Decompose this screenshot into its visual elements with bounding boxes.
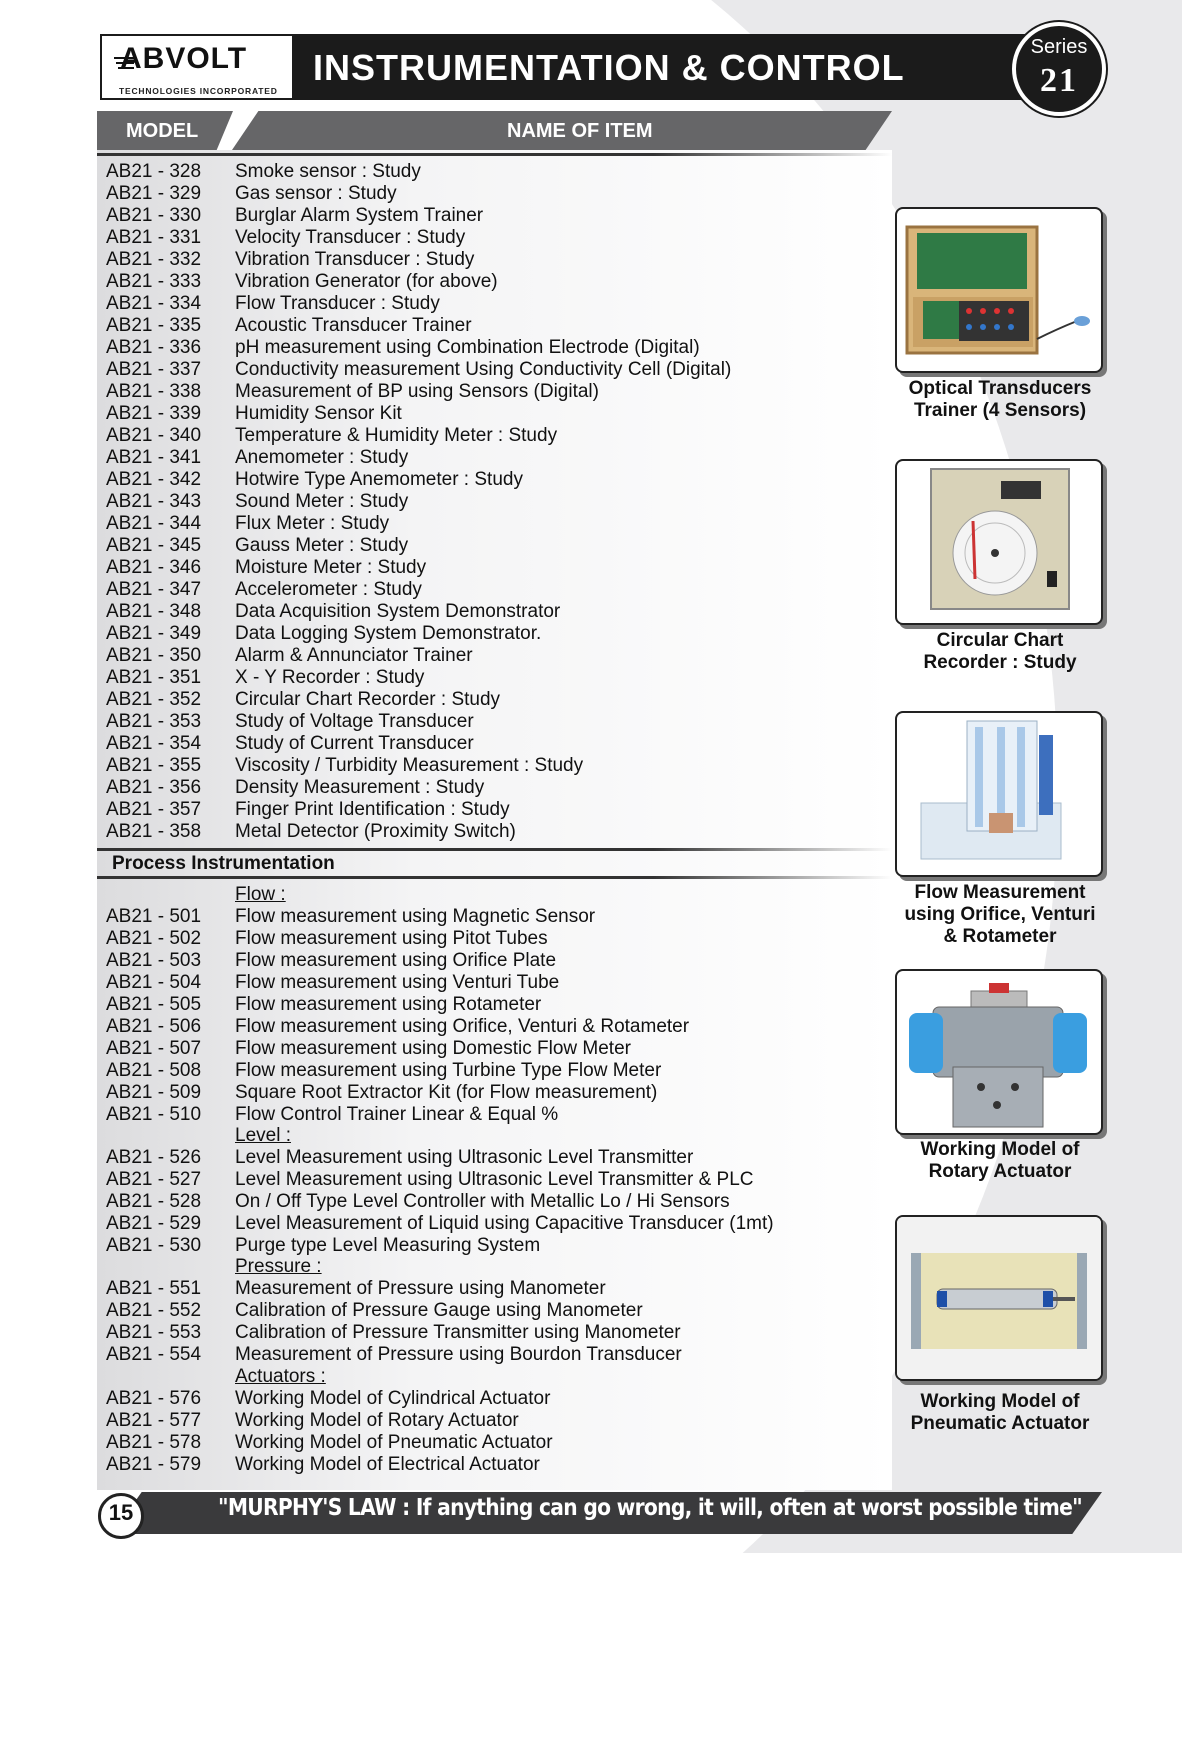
section-divider (97, 848, 892, 851)
model-code: AB21 - 355 (106, 755, 202, 776)
series-number: 21 (1040, 62, 1078, 99)
item-name: Flow measurement using Orifice, Venturi & Rotameter (235, 1016, 690, 1037)
model-code: AB21 - 528 (106, 1191, 202, 1212)
item-name: Working Model of Cylindrical Actuator (235, 1388, 551, 1409)
section-divider (97, 876, 892, 879)
item-name: Flow measurement using Venturi Tube (235, 972, 560, 993)
brand-name: ABVOLT (120, 42, 248, 75)
item-name: Vibration Transducer : Study (235, 249, 475, 270)
model-code: AB21 - 347 (106, 579, 202, 600)
item-name: Flow measurement using Orifice Plate (235, 950, 557, 971)
model-code: AB21 - 504 (106, 972, 202, 993)
item-name: Velocity Transducer : Study (235, 227, 466, 248)
item-name: Sound Meter : Study (235, 491, 409, 512)
model-column-label: MODEL (126, 120, 199, 142)
model-code: AB21 - 342 (106, 469, 202, 490)
model-code: AB21 - 332 (106, 249, 202, 270)
item-name: Level Measurement using Ultrasonic Level Transmitter (235, 1147, 694, 1168)
item-name: Flow measurement using Turbine Type Flow Meter (235, 1060, 662, 1081)
item-name: Working Model of Rotary Actuator (235, 1410, 519, 1431)
item-name: Vibration Generator (for above) (235, 271, 498, 292)
model-code: AB21 - 331 (106, 227, 202, 248)
model-code: AB21 - 530 (106, 1235, 202, 1256)
model-code: AB21 - 503 (106, 950, 202, 971)
item-name: Hotwire Type Anemometer : Study (235, 469, 523, 490)
brand-subtitle: TECHNOLOGIES INCORPORATED (119, 86, 278, 96)
pneumatic-actuator-illustration (897, 1217, 1101, 1379)
model-code: AB21 - 336 (106, 337, 202, 358)
model-code: AB21 - 354 (106, 733, 202, 754)
item-name: Flow measurement using Magnetic Sensor (235, 906, 596, 927)
item-name: Flux Meter : Study (235, 513, 390, 534)
model-code: AB21 - 527 (106, 1169, 202, 1190)
model-code: AB21 - 529 (106, 1213, 202, 1234)
item-name: Metal Detector (Proximity Switch) (235, 821, 516, 842)
item-name: Circular Chart Recorder : Study (235, 689, 501, 710)
model-code: AB21 - 526 (106, 1147, 202, 1168)
item-name: Burglar Alarm System Trainer (235, 205, 484, 226)
actuators-heading: Actuators : (235, 1366, 326, 1387)
item-name: Purge type Level Measuring System (235, 1235, 541, 1256)
model-code: AB21 - 338 (106, 381, 202, 402)
model-code: AB21 - 509 (106, 1082, 202, 1103)
model-code: AB21 - 578 (106, 1432, 202, 1453)
item-name: Calibration of Pressure Gauge using Manometer (235, 1300, 643, 1321)
model-code: AB21 - 508 (106, 1060, 202, 1081)
model-code: AB21 - 334 (106, 293, 202, 314)
rotary-actuator-illustration (897, 971, 1101, 1133)
flow-heading: Flow : (235, 884, 286, 905)
item-name: Moisture Meter : Study (235, 557, 427, 578)
model-code: AB21 - 329 (106, 183, 202, 204)
item-name: Density Measurement : Study (235, 777, 485, 798)
model-code: AB21 - 328 (106, 161, 202, 182)
level-heading: Level : (235, 1125, 291, 1146)
model-code: AB21 - 506 (106, 1016, 202, 1037)
model-code: AB21 - 356 (106, 777, 202, 798)
product-image-rotary-actuator (895, 969, 1103, 1135)
pressure-heading: Pressure : (235, 1256, 322, 1277)
item-name: Flow Transducer : Study (235, 293, 440, 314)
model-code: AB21 - 335 (106, 315, 202, 336)
model-code: AB21 - 333 (106, 271, 202, 292)
item-name: Working Model of Pneumatic Actuator (235, 1432, 553, 1453)
page-title: INSTRUMENTATION & CONTROL (313, 47, 905, 88)
item-name: Measurement of Pressure using Bourdon Transducer (235, 1344, 682, 1365)
model-code: AB21 - 510 (106, 1104, 202, 1125)
model-code: AB21 - 351 (106, 667, 202, 688)
footer-quote: "MURPHY'S LAW : If anything can go wrong, it will, often at worst possible time" (218, 1495, 1082, 1521)
product-caption: Optical Transducers Trainer (4 Sensors) (908, 378, 1092, 421)
name-column-label: NAME OF ITEM (507, 120, 653, 142)
item-name: Temperature & Humidity Meter : Study (235, 425, 558, 446)
model-code: AB21 - 340 (106, 425, 202, 446)
item-name: On / Off Type Level Controller with Metallic Lo / Hi Sensors (235, 1191, 730, 1212)
product-caption: Working Model of Rotary Actuator (920, 1139, 1080, 1182)
item-name: Gas sensor : Study (235, 183, 397, 204)
item-name: Conductivity measurement Using Conductivity Cell (Digital) (235, 359, 732, 380)
item-name: Humidity Sensor Kit (235, 403, 402, 424)
model-code: AB21 - 552 (106, 1300, 202, 1321)
model-code: AB21 - 576 (106, 1388, 202, 1409)
item-name: Viscosity / Turbidity Measurement : Study (235, 755, 584, 776)
product-image-optical-transducers (895, 207, 1103, 373)
item-name: Flow measurement using Rotameter (235, 994, 542, 1015)
item-name: Working Model of Electrical Actuator (235, 1454, 540, 1475)
model-code: AB21 - 344 (106, 513, 202, 534)
product-image-pneumatic-actuator (895, 1215, 1103, 1381)
product-caption: Circular Chart Recorder : Study (923, 630, 1077, 673)
item-name: Measurement of BP using Sensors (Digital) (235, 381, 599, 402)
model-code: AB21 - 551 (106, 1278, 202, 1299)
item-name: Flow Control Trainer Linear & Equal % (235, 1104, 559, 1125)
item-name: Gauss Meter : Study (235, 535, 409, 556)
model-code: AB21 - 358 (106, 821, 202, 842)
model-code: AB21 - 343 (106, 491, 202, 512)
model-code: AB21 - 357 (106, 799, 202, 820)
model-code: AB21 - 345 (106, 535, 202, 556)
item-name: Study of Current Transducer (235, 733, 474, 754)
model-code: AB21 - 553 (106, 1322, 202, 1343)
item-name: pH measurement using Combination Electrode (Digital) (235, 337, 700, 358)
model-code: AB21 - 341 (106, 447, 202, 468)
chart-recorder-illustration (897, 461, 1101, 623)
model-code: AB21 - 337 (106, 359, 202, 380)
item-name: Square Root Extractor Kit (for Flow measurement) (235, 1082, 658, 1103)
page-number: 15 (108, 1500, 134, 1525)
model-code: AB21 - 348 (106, 601, 202, 622)
item-name: Accelerometer : Study (235, 579, 422, 600)
model-code: AB21 - 579 (106, 1454, 202, 1475)
item-name: Study of Voltage Transducer (235, 711, 474, 732)
series-label: Series (1030, 36, 1088, 58)
item-name: Measurement of Pressure using Manometer (235, 1278, 606, 1299)
model-code: AB21 - 339 (106, 403, 202, 424)
model-code: AB21 - 352 (106, 689, 202, 710)
product-caption: Working Model of Pneumatic Actuator (910, 1391, 1090, 1434)
model-code: AB21 - 501 (106, 906, 202, 927)
model-code: AB21 - 554 (106, 1344, 202, 1365)
product-image-flow-measurement (895, 711, 1103, 877)
model-code: AB21 - 350 (106, 645, 202, 666)
item-name: Data Acquisition System Demonstrator (235, 601, 561, 622)
flow-rig-illustration (897, 713, 1101, 875)
item-name: Smoke sensor : Study (235, 161, 421, 182)
model-code: AB21 - 330 (106, 205, 202, 226)
item-name: Finger Print Identification : Study (235, 799, 510, 820)
model-code: AB21 - 577 (106, 1410, 202, 1431)
model-code: AB21 - 349 (106, 623, 202, 644)
item-name: Flow measurement using Domestic Flow Meter (235, 1038, 631, 1059)
header-divider (97, 153, 892, 156)
item-name: Acoustic Transducer Trainer (235, 315, 472, 336)
item-name: Anemometer : Study (235, 447, 409, 468)
model-code: AB21 - 505 (106, 994, 202, 1015)
model-code: AB21 - 502 (106, 928, 202, 949)
optical-trainer-illustration (897, 209, 1101, 371)
item-name: Level Measurement of Liquid using Capacitive Transducer (1mt) (235, 1213, 774, 1234)
item-name: Calibration of Pressure Transmitter using Manometer (235, 1322, 681, 1343)
section-title: Process Instrumentation (112, 853, 335, 874)
item-name: Alarm & Annunciator Trainer (235, 645, 473, 666)
item-name: Flow measurement using Pitot Tubes (235, 928, 548, 949)
product-caption: Flow Measurement using Orifice, Venturi & Rotameter (904, 882, 1096, 947)
model-code: AB21 - 346 (106, 557, 202, 578)
item-name: Level Measurement using Ultrasonic Level Transmitter & PLC (235, 1169, 754, 1190)
model-code: AB21 - 353 (106, 711, 202, 732)
item-name: Data Logging System Demonstrator. (235, 623, 542, 644)
product-image-circular-chart-recorder (895, 459, 1103, 625)
model-code: AB21 - 507 (106, 1038, 202, 1059)
item-name: X - Y Recorder : Study (235, 667, 425, 688)
